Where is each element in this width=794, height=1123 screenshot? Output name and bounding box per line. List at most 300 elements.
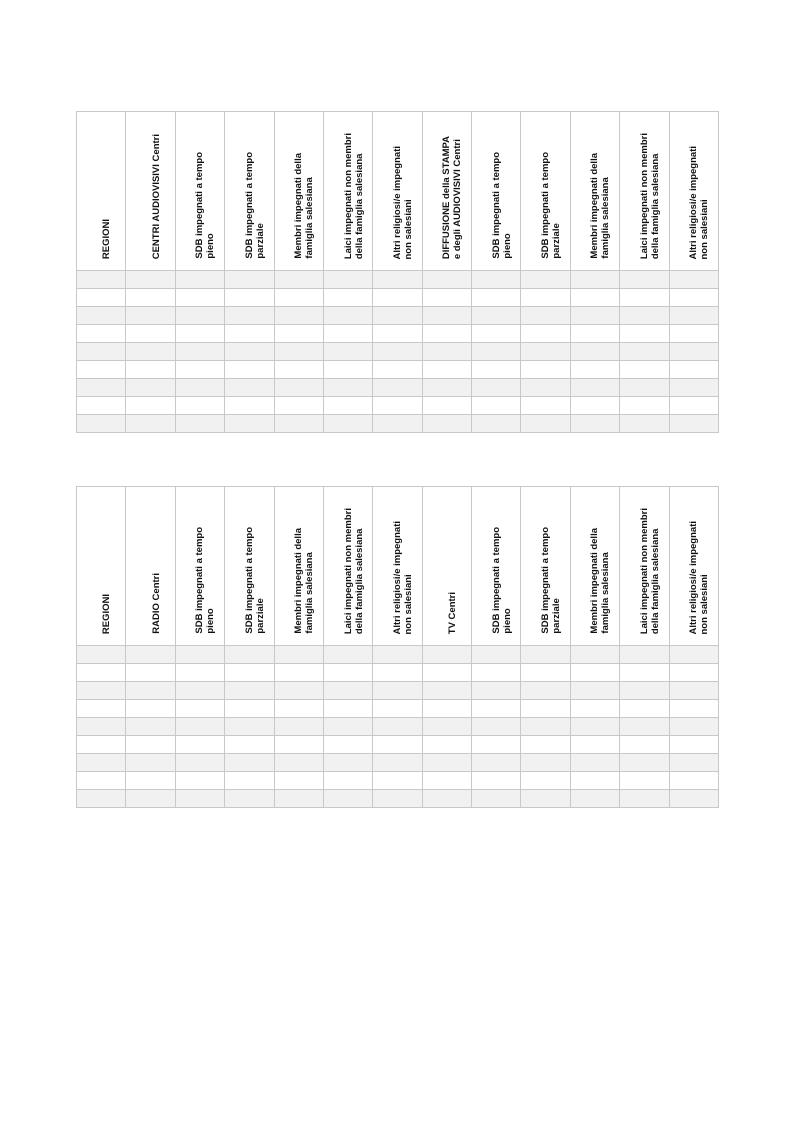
table-cell [620,736,669,754]
table-cell [323,646,372,664]
table-cell [323,754,372,772]
table-cell [422,790,471,808]
table-cell [175,343,224,361]
table-cell [669,754,719,772]
column-header-label: Membri impegnati della famiglia salesiana [589,153,612,259]
table-cell [570,289,619,307]
table-cell [669,718,719,736]
table-cell [323,736,372,754]
table-cell [669,343,719,361]
table-cell [570,718,619,736]
table-cell [669,361,719,379]
table-cell [472,343,521,361]
table-cell [521,289,570,307]
table-cell [225,397,274,415]
radio-tv-table [76,486,719,808]
table-cell [373,289,422,307]
table-cell [422,646,471,664]
table-cell [472,682,521,700]
column-header-label: Altri religiosi/e impegnati non salesiani [688,145,711,259]
table-cell [274,682,323,700]
table-cell [472,700,521,718]
table-cell [422,397,471,415]
table-cell [126,772,175,790]
table-cell [669,646,719,664]
column-header-label: SDB impegnati a tempo pieno [194,527,217,634]
table-cell [175,682,224,700]
column-header-9-sdb-impegnati-a-tempo-pieno [472,112,521,271]
column-header-12-laici-impegnati-non-membri-del [620,487,669,646]
table-cell [274,754,323,772]
table-cell [570,754,619,772]
table-cell [225,790,274,808]
table-cell [620,646,669,664]
table-cell [323,343,372,361]
table-cell [620,682,669,700]
table-cell [422,271,471,289]
column-header-label: SDB impegnati a tempo parziale [243,152,266,259]
table-cell [373,307,422,325]
column-header-7-altri-religiosi-e-impegnati-no [373,487,422,646]
table-cell [274,700,323,718]
table-cell [225,271,274,289]
table-cell [77,307,126,325]
column-header-label: Altri religiosi/e impegnati non salesiani [688,520,711,634]
table-cell [323,307,372,325]
table-cell [373,271,422,289]
table-cell [77,718,126,736]
table-cell [373,790,422,808]
table-cell [373,325,422,343]
table-row [77,343,719,361]
table-cell [422,415,471,433]
table-cell [175,790,224,808]
table-cell [620,754,669,772]
table-cell [323,790,372,808]
table-cell [669,682,719,700]
table-cell [225,682,274,700]
table-cell [373,682,422,700]
column-header-6-laici-impegnati-non-membri-del [323,487,372,646]
table-row [77,790,719,808]
table-body [77,271,719,433]
table-cell [422,754,471,772]
table-cell [77,736,126,754]
table-cell [620,271,669,289]
table-cell [669,736,719,754]
table-cell [274,415,323,433]
table-cell [274,790,323,808]
table-cell [373,772,422,790]
table-cell [274,397,323,415]
column-header-label: DIFFUSIONE della STAMPA e degli AUDIOVISIVI Centri [441,135,464,259]
table-cell [126,361,175,379]
table-cell [126,343,175,361]
table-cell [669,307,719,325]
table-cell [175,646,224,664]
table-cell [570,700,619,718]
table-cell [521,772,570,790]
table-row [77,325,719,343]
column-header-label: RADIO Centri [150,573,162,634]
table-cell [669,772,719,790]
table-cell [570,397,619,415]
table-row [77,271,719,289]
table-cell [175,307,224,325]
table-cell [472,289,521,307]
table-cell [126,700,175,718]
table-cell [521,790,570,808]
column-header-label: SDB impegnati a tempo pieno [194,152,217,259]
table-cell [175,361,224,379]
column-header-11-membri-impegnati-della-famigli [570,112,619,271]
table-header-row [77,112,719,271]
table-cell [77,289,126,307]
table-row [77,289,719,307]
table-cell [225,700,274,718]
table-cell [77,700,126,718]
table-cell [77,415,126,433]
column-header-11-membri-impegnati-della-famigli [570,487,619,646]
table-cell [274,718,323,736]
table-cell [323,361,372,379]
table-cell [570,682,619,700]
table-cell [77,343,126,361]
table-cell [521,736,570,754]
table-cell [521,271,570,289]
table-cell [472,379,521,397]
table-cell [274,325,323,343]
table-cell [77,790,126,808]
table-cell [669,325,719,343]
table-cell [225,289,274,307]
table-cell [422,736,471,754]
table-cell [472,646,521,664]
table-cell [225,772,274,790]
table-cell [274,289,323,307]
table-cell [521,379,570,397]
table-cell [472,790,521,808]
table-cell [472,307,521,325]
table-cell [472,361,521,379]
table-cell [669,379,719,397]
table-cell [620,325,669,343]
column-header-6-laici-impegnati-non-membri-del [323,112,372,271]
table-cell [274,271,323,289]
table-cell [472,397,521,415]
table-cell [570,307,619,325]
table-cell [472,664,521,682]
table-cell [472,718,521,736]
table-cell [521,682,570,700]
table-cell [373,736,422,754]
column-header-label: SDB impegnati a tempo pieno [490,152,513,259]
table-row [77,379,719,397]
audiovisual-press-table [76,111,719,433]
table-cell [323,325,372,343]
column-header-label: Laici impegnati non membri della famiglia salesiana [342,507,365,634]
table-cell [570,664,619,682]
table-row [77,736,719,754]
table-cell [77,772,126,790]
column-header-1-regioni [77,112,126,271]
table-cell [620,718,669,736]
table-cell [373,397,422,415]
table-cell [472,271,521,289]
table-cell [175,754,224,772]
table-cell [620,289,669,307]
table-cell [422,325,471,343]
table-cell [472,325,521,343]
column-header-label: Laici impegnati non membri della famiglia salesiana [638,132,661,259]
table-cell [175,289,224,307]
table-cell [570,379,619,397]
column-header-label: Membri impegnati della famiglia salesiana [293,528,316,634]
table-cell [620,790,669,808]
table-cell [323,415,372,433]
table-cell [323,664,372,682]
column-header-label: SDB impegnati a tempo parziale [540,152,563,259]
table-row [77,397,719,415]
table-cell [620,361,669,379]
table-cell [373,754,422,772]
table-cell [274,361,323,379]
column-header-label: Membri impegnati della famiglia salesiana [293,153,316,259]
table-cell [422,289,471,307]
table-cell [274,646,323,664]
table-cell [620,700,669,718]
table-cell [422,718,471,736]
table-cell [669,700,719,718]
table-cell [77,397,126,415]
table-cell [570,772,619,790]
table-cell [126,325,175,343]
column-header-label: SDB impegnati a tempo pieno [490,527,513,634]
table-cell [126,646,175,664]
table-cell [175,271,224,289]
table-cell [620,415,669,433]
table-cell [422,682,471,700]
table-cell [620,397,669,415]
table-cell [521,361,570,379]
table-cell [225,343,274,361]
column-header-2-radio-centri [126,487,175,646]
table-cell [669,664,719,682]
table-cell [669,289,719,307]
table-cell [77,325,126,343]
table-cell [225,736,274,754]
column-header-9-sdb-impegnati-a-tempo-pieno [472,487,521,646]
table-cell [77,664,126,682]
column-header-10-sdb-impegnati-a-tempo-parziale [521,112,570,271]
column-header-label: TV Centri [446,591,458,634]
table-cell [521,754,570,772]
table-cell [521,307,570,325]
table-cell [77,646,126,664]
column-header-5-membri-impegnati-della-famigli [274,112,323,271]
column-header-4-sdb-impegnati-a-tempo-parziale [225,487,274,646]
column-header-8-diffusione-della-stampa-e-degl [422,112,471,271]
table-cell [521,343,570,361]
table-cell [274,343,323,361]
table-cell [669,415,719,433]
table-cell [570,361,619,379]
table-cell [570,646,619,664]
table-header-row [77,487,719,646]
table-row [77,772,719,790]
table-cell [472,736,521,754]
column-header-label: Altri religiosi/e impegnati non salesiani [391,145,414,259]
table-cell [620,343,669,361]
table-cell [373,379,422,397]
table-cell [77,379,126,397]
table-cell [175,700,224,718]
table-cell [669,790,719,808]
table-cell [225,307,274,325]
table-row [77,700,719,718]
table-cell [126,754,175,772]
table-cell [620,664,669,682]
column-header-7-altri-religiosi-e-impegnati-no [373,112,422,271]
table-cell [422,772,471,790]
column-header-10-sdb-impegnati-a-tempo-parziale [521,487,570,646]
table-cell [77,682,126,700]
table-row [77,664,719,682]
table-cell [175,664,224,682]
table-cell [669,397,719,415]
table-cell [373,343,422,361]
table-cell [126,415,175,433]
table-cell [521,700,570,718]
table-cell [225,415,274,433]
table-cell [373,646,422,664]
table-cell [274,664,323,682]
table-cell [521,718,570,736]
table-cell [373,718,422,736]
table-cell [570,325,619,343]
table-cell [126,307,175,325]
column-header-3-sdb-impegnati-a-tempo-pieno [175,487,224,646]
table-row [77,646,719,664]
table-cell [225,379,274,397]
column-header-12-laici-impegnati-non-membri-del [620,112,669,271]
table-cell [225,646,274,664]
table-cell [472,415,521,433]
table-cell [620,307,669,325]
table-cell [175,772,224,790]
column-header-label: REGIONI [101,218,113,259]
table-row [77,682,719,700]
column-header-label: Laici impegnati non membri della famiglia salesiana [342,132,365,259]
table-cell [274,379,323,397]
table-cell [323,397,372,415]
table-cell [323,271,372,289]
column-header-label: Membri impegnati della famiglia salesiana [589,528,612,634]
table-cell [422,379,471,397]
table-cell [126,271,175,289]
column-header-2-centri-audiovisivi-centri [126,112,175,271]
table-cell [521,397,570,415]
table-cell [77,361,126,379]
column-header-label: REGIONI [101,593,113,634]
table-cell [126,379,175,397]
column-header-13-altri-religiosi-e-impegnati-no [669,487,719,646]
table-cell [225,325,274,343]
table-cell [373,664,422,682]
table-cell [126,790,175,808]
table-cell [175,415,224,433]
table-cell [323,700,372,718]
table-cell [126,736,175,754]
column-header-label: SDB impegnati a tempo parziale [540,527,563,634]
table-cell [521,664,570,682]
table-cell [570,736,619,754]
column-header-4-sdb-impegnati-a-tempo-parziale [225,112,274,271]
table-cell [570,271,619,289]
column-header-1-regioni [77,487,126,646]
column-header-5-membri-impegnati-della-famigli [274,487,323,646]
table-cell [521,415,570,433]
table-cell [373,361,422,379]
table-cell [422,307,471,325]
table-cell [274,772,323,790]
table-cell [620,379,669,397]
table-cell [570,343,619,361]
table-cell [669,271,719,289]
table-cell [570,790,619,808]
table-cell [521,646,570,664]
table-cell [422,664,471,682]
table-cell [175,325,224,343]
table-row [77,307,719,325]
table-cell [175,397,224,415]
table-cell [126,664,175,682]
table-row [77,361,719,379]
table-cell [570,415,619,433]
table-row [77,754,719,772]
table-cell [422,361,471,379]
table-cell [175,718,224,736]
table-body [77,646,719,808]
table-cell [422,700,471,718]
column-header-label: SDB impegnati a tempo parziale [243,527,266,634]
table-cell [126,718,175,736]
table-cell [323,682,372,700]
table-cell [225,664,274,682]
table-cell [225,361,274,379]
table-cell [521,325,570,343]
table-cell [77,271,126,289]
column-header-label: CENTRI AUDIOVISIVI Centri [150,133,162,259]
column-header-8-tv-centri [422,487,471,646]
table-cell [472,772,521,790]
table-cell [126,397,175,415]
column-header-label: Laici impegnati non membri della famiglia salesiana [638,507,661,634]
table-cell [323,718,372,736]
table-row [77,415,719,433]
table-cell [175,379,224,397]
table-cell [422,343,471,361]
table-cell [77,754,126,772]
table-row [77,718,719,736]
column-header-label: Altri religiosi/e impegnati non salesiani [391,520,414,634]
table-cell [373,415,422,433]
table-cell [323,772,372,790]
column-header-13-altri-religiosi-e-impegnati-no [669,112,719,271]
column-header-3-sdb-impegnati-a-tempo-pieno [175,112,224,271]
table-cell [126,289,175,307]
table-cell [274,307,323,325]
